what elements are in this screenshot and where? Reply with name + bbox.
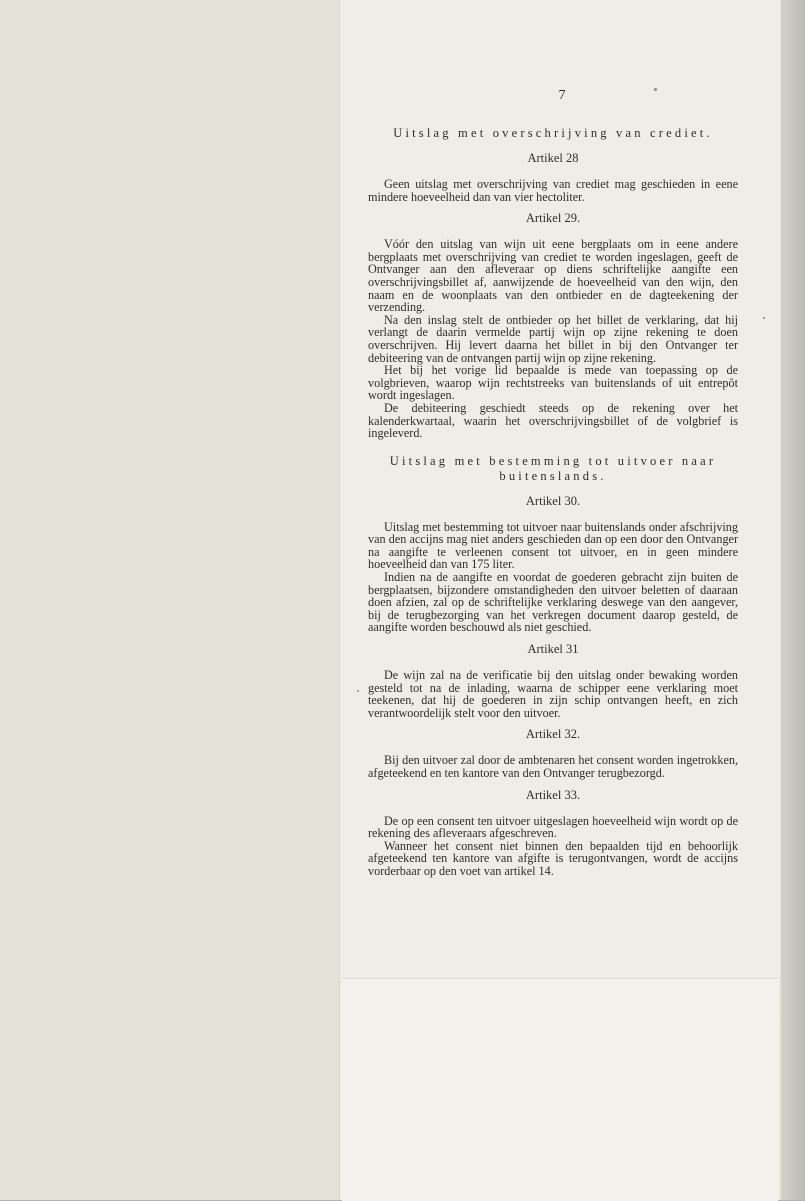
article-paragraph: De debiteering geschiedt steeds op de rekening over het kalenderkwartaal, waarin het overschrijvingsbillet of de volgbrief is ingeleverd. — [368, 400, 738, 441]
article-heading: Artikel 28 — [527, 151, 579, 165]
article-paragraph: Vóór den uitslag van wijn uit eene bergplaats om in eene andere bergplaats met overschrijving van crediet te worden ingeslagen, geeft de Ontvanger aan den afleveraar op diens schriftelijke aangifte een overschrijvingsbillet af, aanwijzende de hoeveelheid van den wijn, den naam en de woonplaats van den ontbieder en de dagteekening der verzending. — [368, 237, 738, 315]
article-heading: Artikel 33. — [525, 787, 581, 802]
article-paragraph: Na den inslag stelt de ontbieder op het billet de verklaring, dat hij verlangt de daarin vermelde partij wijn op zijne rekening te doen overschrijven. Hij levert daarna het billet in bij den Ontvanger ter debiteering van de ontvangen partij wijn op zijne rekening. — [368, 312, 738, 365]
article-paragraph: Bij den uitvoer zal door de ambtenaren het consent worden ingetrokken, afgeteekend en ten kantore van den Ontvanger terugbezorgd. — [368, 753, 738, 780]
document-text — [368, 88, 738, 878]
article-paragraph: Uitslag met bestemming tot uitvoer naar buitenslands onder afschrijving van den accijns mag niet anders geschieden dan op een door den Ontvanger na aangifte te verleenen consent tot uitvoer, en in geen mindere hoeveelheid dan van 175 liter. — [368, 519, 738, 572]
section-title-line: Uitslag met bestemming tot uitvoer naar — [389, 453, 717, 468]
article-heading: Artikel 32. — [525, 727, 581, 742]
blank-paper-area — [342, 978, 778, 1201]
article-paragraph: Indien na de aangifte en voordat de goederen gebracht zijn buiten de bergplaatsen, bijzondere omstandigheden den uitvoer beletten of daaraan doen afzien, zal op de schriftelijke verklaring deswege van den aangever, bij de terugbezorging van het verkregen document daarop gesteld, de aangifte worden beschouwd als niet geschied. — [368, 570, 738, 635]
article-heading: Artikel 31 — [527, 642, 579, 657]
article-heading: Artikel 30. — [525, 493, 581, 508]
scan-edge — [781, 0, 805, 1200]
section-title — [368, 454, 738, 484]
article-paragraph: Geen uitslag met overschrijving van crediet mag geschieden in eene mindere hoeveelheid dan van vier hectoliter. — [368, 177, 738, 204]
article-paragraph: De wijn zal na de verificatie bij den uitslag onder bewaking worden gesteld tot na de inlading, waarna de schipper eene verklaring moet teekenen, dat hij de goederen in zijn schip ontvangen heeft, en zich verantwoordelijk stelt voor den uitvoer. — [368, 668, 738, 720]
article-heading: Artikel 29. — [525, 211, 581, 226]
paper-speck — [763, 317, 765, 319]
article-paragraph: De op een consent ten uitvoer uitgeslagen hoeveelheid wijn wordt op de rekening des afleveraars afgeschreven. — [368, 813, 738, 841]
section-title: Uitslag met overschrijving van crediet. — [393, 126, 713, 140]
page-number: 7 — [558, 88, 566, 103]
article-paragraph: Het bij het vorige lid bepaalde is mede van toepassing op de volgbrieven, waarop wijn rechtstreeks van buitenslands of uit entrepôt wordt ingeslagen. — [368, 363, 738, 403]
section-title-line: buitenslands. — [499, 468, 607, 483]
article-paragraph: Wanneer het consent niet binnen den bepaalden tijd en behoorlijk afgeteekend ten kantore van afgifte is terugontvangen, wordt de accijns vorderbaar op den voet van artikel 14. — [368, 838, 738, 878]
paper-speck — [357, 690, 359, 692]
